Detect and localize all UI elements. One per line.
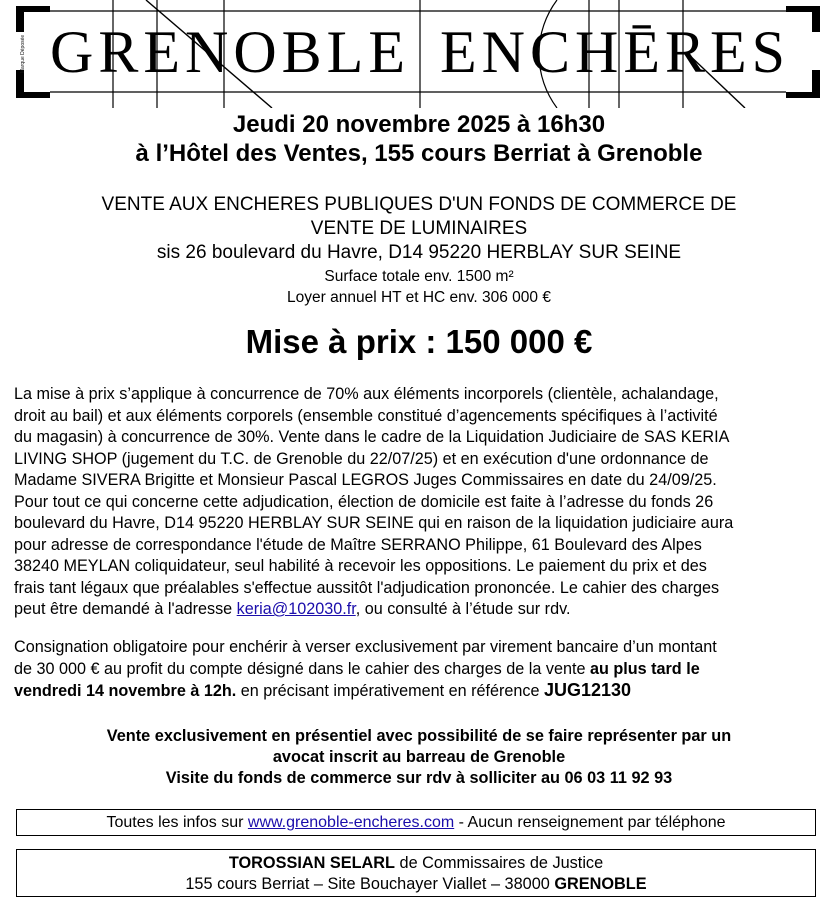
deposit-paragraph	[14, 637, 834, 703]
details-line: pour adresse de correspondance l'étude de Maître SERRANO Philippe, 61 Boulevard des Alpes	[14, 535, 702, 554]
details-line: droit au bail) et aux éléments corporels (ensemble constitué d’agencements spécifiques à l’activité	[14, 406, 718, 425]
notice-visit-phone: Visite du fonds de commerce sur rdv à solliciter au 06 03 11 92 93	[165, 769, 673, 787]
deposit-line-3	[14, 680, 834, 703]
details-last-line-before: peut être demandé à l'adresse	[14, 600, 237, 618]
footer-box	[16, 849, 816, 897]
deposit-line-3-text: en précisant impérativement en référence	[236, 682, 544, 700]
details-line: Madame SIVERA Brigitte et Monsieur Pascal LEGROS Juges Commissaires en date du 24/09/25.	[14, 471, 717, 489]
deposit-reference: JUG12130	[543, 680, 632, 700]
details-line: du magasin) à concurrence de 30%. Vente dans le cadre de la Liquidation Judiciaire de SAS KERIA	[14, 428, 730, 446]
email-link[interactable]: keria@102030.fr	[236, 600, 356, 618]
sale-surface: Surface totale env. 1500 m²	[324, 268, 514, 285]
footer-address	[17, 874, 815, 895]
company-description: de Commissaires de Justice	[395, 854, 604, 872]
address-text: 155 cours Berriat – Site Bouchayer Viallet – 38000	[185, 875, 555, 893]
address-city: GRENOBLE	[554, 875, 647, 893]
deposit-deadline-date: vendredi 14 novembre à 12h.	[14, 682, 237, 700]
footer-company	[17, 853, 815, 874]
info-after: - Aucun renseignement par téléphone	[454, 814, 726, 831]
left-bracket-bottom	[16, 70, 50, 98]
sale-title-line-1: VENTE AUX ENCHERES PUBLIQUES D'UN FONDS DE COMMERCE DE	[101, 194, 737, 215]
right-bracket-top	[786, 6, 820, 32]
website-link[interactable]: www.grenoble-encheres.com	[247, 814, 455, 831]
deposit-line-1: Consignation obligatoire pour enchérir à verser exclusivement par virement bancaire d’un montant	[14, 638, 717, 656]
company-name: TOROSSIAN SELARL	[228, 854, 396, 872]
info-box	[16, 809, 816, 836]
event-date: Jeudi 20 novembre 2025 à 16h30	[232, 111, 606, 138]
deposit-line-2-text: de 30 000 € au profit du compte désigné dans le cahier des charges de la vente	[14, 659, 590, 678]
sale-rent: Loyer annuel HT et HC env. 306 000 €	[287, 289, 551, 306]
logo-word-encheres: ENCHĒRES	[440, 19, 791, 85]
sale-address: sis 26 boulevard du Havre, D14 95220 HERBLAY SUR SEINE	[156, 242, 682, 263]
trademark-label: Marque Déposée	[20, 34, 26, 74]
sale-title-line-2: VENTE DE LUMINAIRES	[310, 218, 528, 239]
grenoble-encheres-logo	[0, 0, 838, 108]
details-line: 38240 MEYLAN coliquidateur, seul habilité à recevoir les oppositions. Le paiement du prix et des	[14, 557, 707, 575]
event-venue: à l’Hôtel des Ventes, 155 cours Berriat à Grenoble	[135, 140, 703, 167]
notice-line-2: avocat inscrit au barreau de Grenoble	[272, 748, 566, 766]
logo-word-grenoble: GRENOBLE	[50, 19, 410, 85]
details-line: frais tant légaux que préalables s'effectue aussitôt l'adjudication prononcée. Le cahier des charges	[14, 578, 720, 597]
deposit-deadline-start: au plus tard le	[589, 659, 700, 678]
details-last-line	[14, 599, 834, 621]
details-line: Pour tout ce qui concerne cette adjudication, élection de domicile est faite à l’adresse du fonds 26	[14, 492, 714, 511]
starting-price: Mise à prix : 150 000 €	[245, 323, 593, 360]
details-paragraph	[14, 384, 834, 621]
details-line: LIVING SHOP (jugement du T.C. de Grenoble du 22/07/25) et en exécution d'une ordonnance de	[14, 449, 709, 468]
details-last-line-after: , ou consulté à l’étude sur rdv.	[355, 600, 571, 618]
details-line: La mise à prix s’applique à concurrence de 70% aux éléments incorporels (clientèle, achalandage,	[14, 385, 719, 403]
info-before: Toutes les infos sur	[106, 814, 248, 831]
right-bracket-bottom	[786, 70, 820, 98]
left-bracket-top	[16, 6, 50, 32]
deposit-line-2	[14, 659, 834, 681]
notice-line-1: Vente exclusivement en présentiel avec possibilité de se faire représenter par un	[106, 727, 732, 745]
details-line: boulevard du Havre, D14 95220 HERBLAY SUR SEINE qui en raison de la liquidation judiciaire aura	[14, 514, 734, 532]
